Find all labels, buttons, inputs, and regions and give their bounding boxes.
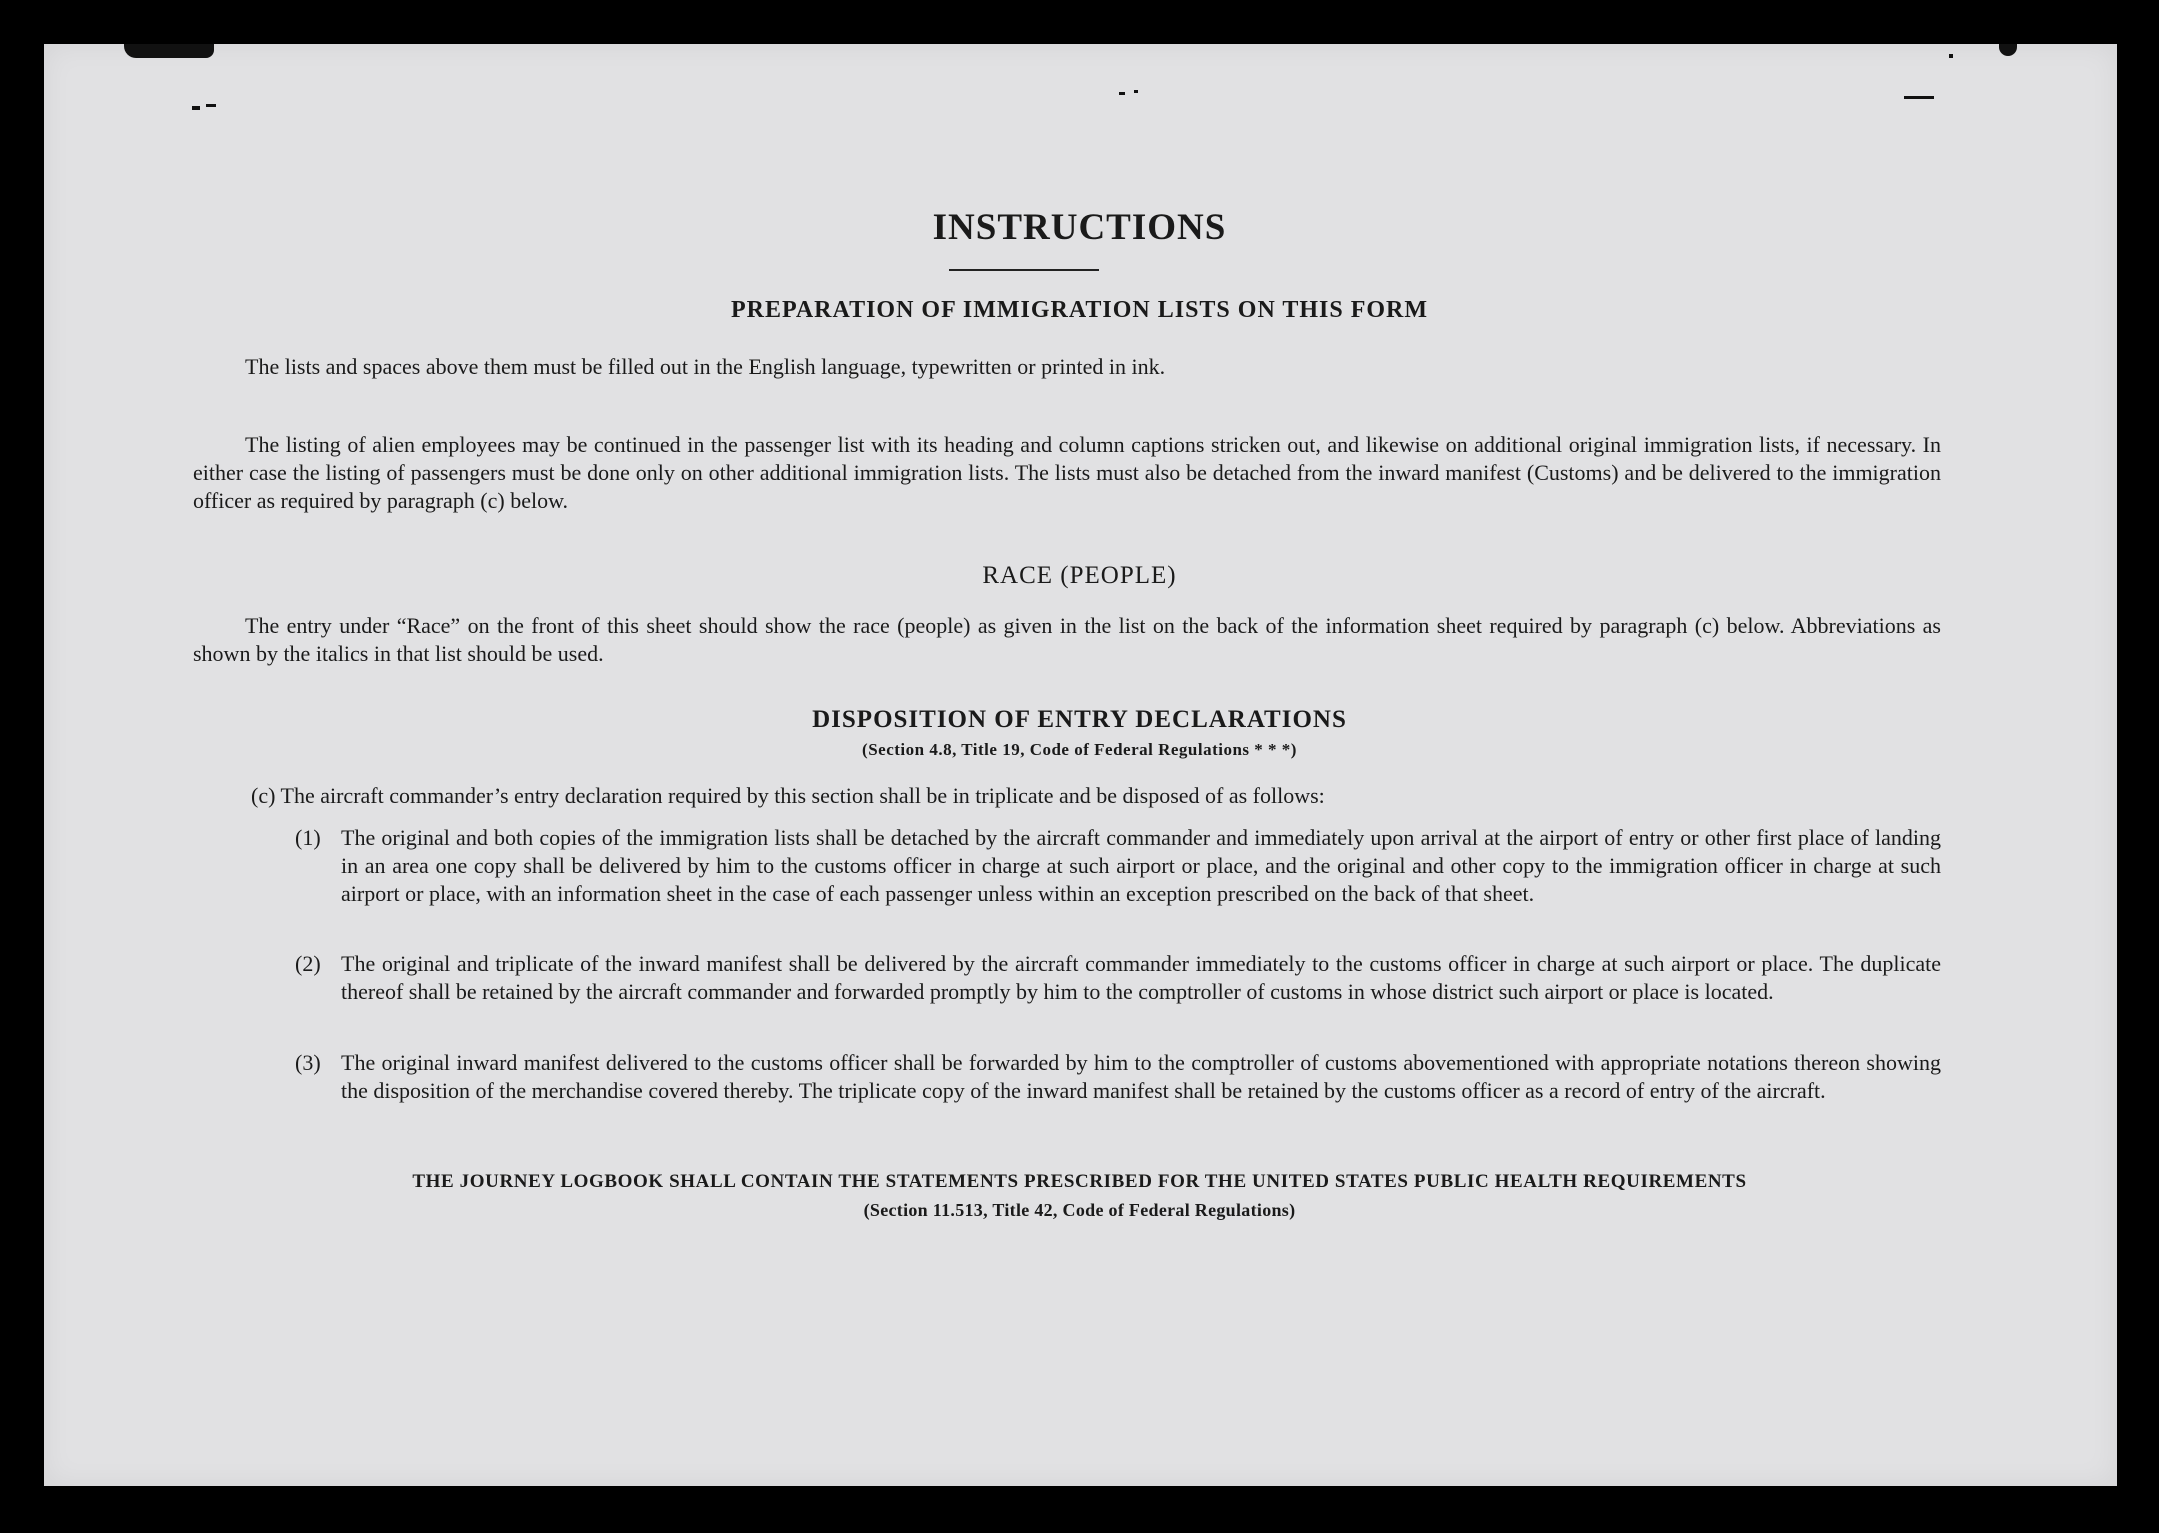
- heading-disposition: DISPOSITION OF ENTRY DECLARATIONS: [812, 706, 1347, 733]
- clause-c: (c) The aircraft commander’s entry declaration required by this section shall be in triplicate and be disposed of as follows:: [251, 783, 1325, 808]
- list-item: [295, 950, 1941, 1006]
- list-item-number: (1): [295, 825, 321, 850]
- heading-preparation: PREPARATION OF IMMIGRATION LISTS ON THIS FORM: [730, 297, 1429, 323]
- paragraph-preparation-2: The listing of alien employees may be continued in the passenger list with its heading and column captions stricken out, and likewise on additional original immigration lists, if necessary. In either case the listing of passengers must be done only on other additional immigration lists. The lists must also be detached from the inward manifest (Customs) and be delivered to the immigration officer as required by paragraph (c) below.: [193, 432, 1941, 513]
- footer-statement: THE JOURNEY LOGBOOK SHALL CONTAIN THE STATEMENTS PRESCRIBED FOR THE UNITED STATES PUBLIC HEALTH REQUIREMENTS: [412, 1171, 1747, 1192]
- list-item: [295, 1049, 1941, 1105]
- paragraph-preparation-1: The lists and spaces above them must be filled out in the English language, typewritten or printed in ink.: [245, 354, 1166, 379]
- heading-race: RACE (PEOPLE): [982, 562, 1177, 589]
- list-item-number: (2): [295, 951, 321, 976]
- footer-citation: (Section 11.513, Title 42, Code of Federal Regulations): [863, 1200, 1296, 1220]
- page-title: INSTRUCTIONS: [932, 207, 1227, 248]
- title-divider: [949, 269, 1099, 271]
- list-item-text: The original and both copies of the immigration lists shall be detached by the aircraft commander and immediately upon arrival at the airport of entry or other first place of landing in an area one copy shall be delivered by him to the customs officer in charge at such airport or place, and the original and other copy to the immigration officer in charge at such airport or place, with an information sheet in the case of each passenger unless within an exception prescribed on the back of that sheet.: [341, 825, 1941, 906]
- list-item-text: The original and triplicate of the inward manifest shall be delivered by the aircraft commander immediately to the customs officer in charge at such airport or place. The duplicate thereof shall be retained by the aircraft commander and forwarded promptly by him to the comptroller of customs in whose district such airport or place is located.: [341, 951, 1941, 1004]
- subheading-disposition: (Section 4.8, Title 19, Code of Federal Regulations * * *): [862, 740, 1297, 759]
- list-item: [295, 824, 1941, 908]
- paragraph-race: The entry under “Race” on the front of this sheet should show the race (people) as given in the list on the back of the information sheet required by paragraph (c) below. Abbreviations as shown by the italics in that list should be used.: [193, 613, 1941, 666]
- list-item-number: (3): [295, 1050, 321, 1075]
- list-item-text: The original inward manifest delivered to the customs officer shall be forwarded by him to the comptroller of customs abovementioned with appropriate notations thereon showing the disposition of the merchandise covered thereby. The triplicate copy of the inward manifest shall be retained by the customs officer as a record of entry of the aircraft.: [341, 1050, 1941, 1103]
